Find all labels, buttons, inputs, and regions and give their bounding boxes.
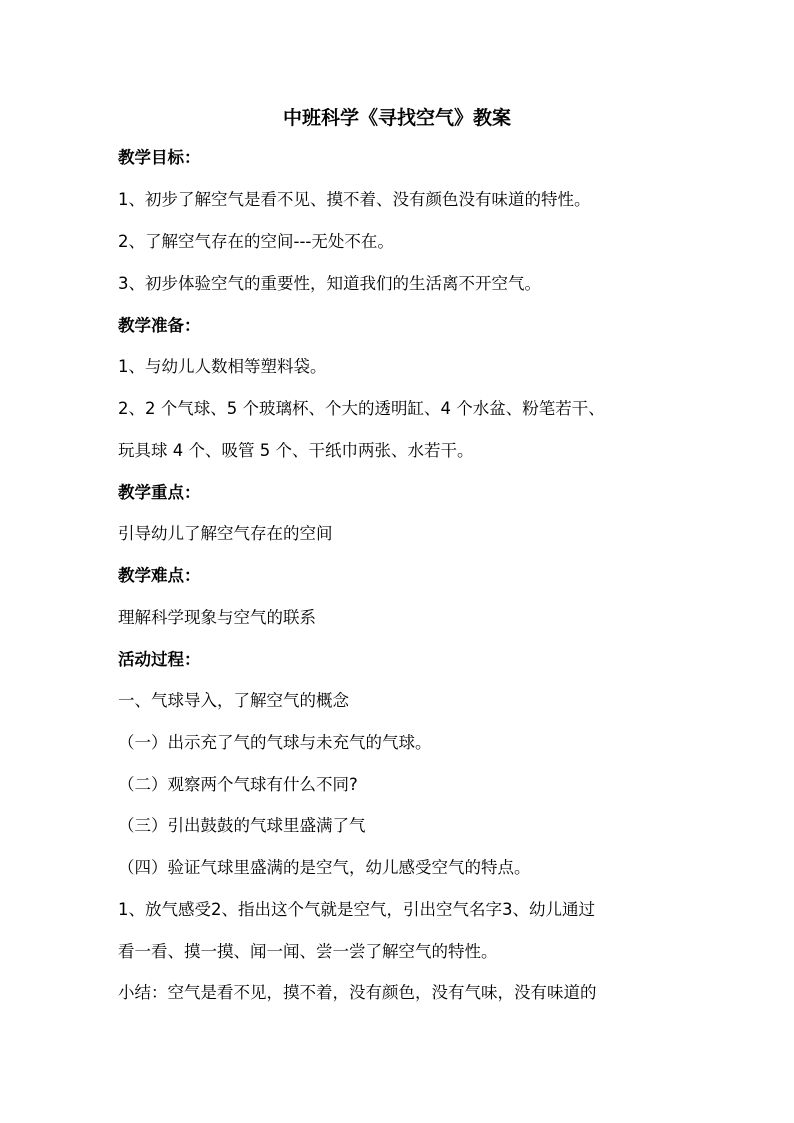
- process-item: （四）验证气球里盛满的是空气，幼儿感受空气的特点。: [118, 858, 531, 877]
- process-item: 1、放气感受2、指出这个气就是空气，引出空气名字3、幼儿通过: [118, 900, 595, 919]
- process-item: 看一看、摸一摸、闻一闻、尝一尝了解空气的特性。: [118, 942, 498, 961]
- difficulty-text: 理解科学现象与空气的联系: [118, 608, 316, 627]
- process-item: （一）出示充了气的气球与未充气的气球。: [118, 733, 432, 752]
- goals-heading: 教学目标：: [118, 148, 201, 167]
- difficulty-heading: 教学难点：: [118, 566, 201, 585]
- process-item: （三）引出鼓鼓的气球里盛满了气: [118, 816, 366, 835]
- key-text: 引导幼儿了解空气存在的空间: [118, 524, 333, 543]
- process-item: 一、气球导入，了解空气的概念: [118, 691, 349, 710]
- prep-item: 1、与幼儿人数相等塑料袋。: [118, 357, 327, 376]
- goal-item: 1、初步了解空气是看不见、摸不着、没有颜色没有味道的特性。: [118, 190, 591, 209]
- goal-item: 3、初步体验空气的重要性，知道我们的生活离不开空气。: [118, 274, 541, 293]
- prep-item: 玩具球 4 个、吸管 5 个、干纸巾两张、水若干。: [118, 441, 474, 460]
- prep-heading: 教学准备：: [118, 316, 201, 335]
- prep-item: 2、2 个气球、5 个玻璃杯、个大的透明缸、4 个水盆、粉笔若干、: [118, 399, 605, 418]
- document-title: 中班科学《寻找空气》教案: [282, 107, 511, 129]
- goal-item: 2、了解空气存在的空间---无处不在。: [118, 232, 394, 251]
- process-item: 小结：空气是看不见，摸不着，没有颜色，没有气味，没有味道的: [118, 983, 597, 1002]
- key-heading: 教学重点：: [118, 483, 201, 502]
- process-item: （二）观察两个气球有什么不同?: [118, 775, 358, 794]
- process-heading: 活动过程：: [118, 650, 201, 669]
